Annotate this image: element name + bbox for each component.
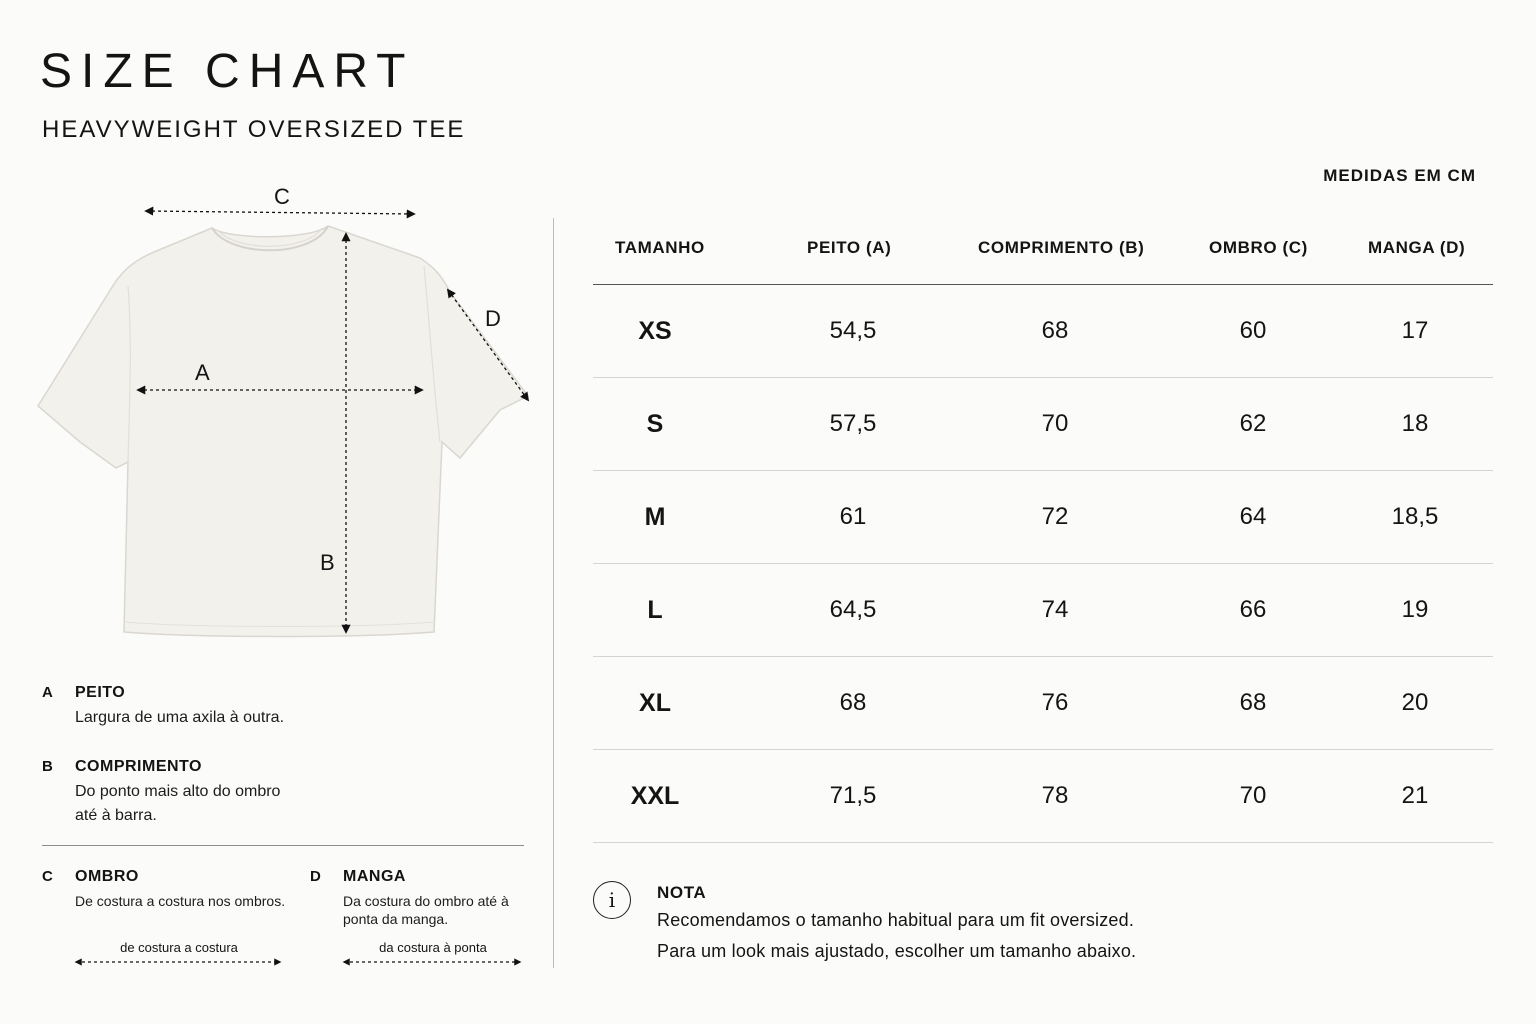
measure-c-label: C — [274, 184, 290, 209]
measure-d-label: D — [485, 306, 501, 331]
mini-measure-caption: de costura a costura — [120, 940, 238, 955]
measure-b-label: B — [320, 550, 335, 575]
info-icon: i — [593, 881, 631, 919]
legend-letter: A — [42, 684, 53, 701]
legend-item-b — [42, 758, 522, 838]
cell-chest: 64,5 — [829, 596, 877, 623]
cell-length: 76 — [1041, 689, 1069, 716]
cell-shoulder: 62 — [1239, 410, 1267, 437]
col-header-size: TAMANHO — [615, 238, 705, 257]
col-header-length: COMPRIMENTO (B) — [978, 238, 1145, 257]
legend-desc-line1: Da costura do ombro até à — [343, 893, 509, 909]
cell-sleeve: 19 — [1401, 596, 1429, 623]
cell-chest: 61 — [839, 503, 867, 530]
legend-letter: D — [310, 868, 321, 885]
cell-size: M — [644, 503, 666, 531]
tee-shape — [38, 226, 528, 637]
legend-item-a — [42, 684, 522, 754]
legend-letter: C — [42, 868, 53, 885]
cell-size: XL — [639, 689, 671, 717]
vertical-divider — [553, 218, 554, 968]
legend-desc: De costura a costura nos ombros. — [75, 893, 286, 909]
cell-sleeve: 20 — [1401, 689, 1429, 716]
table-row — [593, 564, 1493, 657]
table-row — [593, 657, 1493, 750]
table-header — [593, 220, 1493, 285]
legend-name: MANGA — [343, 868, 406, 885]
units-label: MEDIDAS EM CM — [1323, 166, 1476, 185]
measure-a-label: A — [195, 360, 210, 385]
cell-shoulder: 60 — [1239, 317, 1267, 344]
table-body — [593, 285, 1493, 843]
legend-desc-line2: até à barra. — [75, 807, 157, 824]
mini-measure-c — [74, 940, 284, 968]
note-line-1: Recomendamos o tamanho habitual para um fit oversized. — [657, 910, 1135, 930]
cell-shoulder: 68 — [1239, 689, 1267, 716]
table-row — [593, 378, 1493, 471]
legend-name: COMPRIMENTO — [75, 758, 202, 775]
cell-length: 68 — [1041, 317, 1069, 344]
note-title: NOTA — [657, 883, 707, 902]
cell-chest: 71,5 — [829, 782, 877, 809]
note-line-2: Para um look mais ajustado, escolher um tamanho abaixo. — [657, 941, 1137, 961]
legend-divider — [42, 845, 524, 846]
legend-name: PEITO — [75, 684, 126, 701]
cell-sleeve: 18 — [1401, 410, 1429, 437]
legend-item-d — [310, 868, 530, 968]
cell-length: 78 — [1041, 782, 1069, 809]
cell-sleeve: 21 — [1401, 782, 1429, 809]
page-subtitle: HEAVYWEIGHT OVERSIZED TEE — [42, 116, 466, 143]
mini-measure-arrow — [342, 940, 524, 968]
col-header-shoulder: OMBRO (C) — [1209, 238, 1308, 257]
legend-name: OMBRO — [75, 868, 139, 885]
cell-chest: 54,5 — [829, 317, 877, 344]
cell-shoulder: 70 — [1239, 782, 1267, 809]
legend-letter: B — [42, 758, 53, 775]
legend-item-c — [42, 868, 292, 968]
table-row — [593, 750, 1493, 843]
mini-measure-d — [342, 940, 524, 968]
cell-chest: 57,5 — [829, 410, 877, 437]
cell-length: 70 — [1041, 410, 1069, 437]
mini-measure-caption: da costura à ponta — [379, 940, 487, 955]
legend-desc: Largura de uma axila à outra. — [75, 709, 285, 726]
cell-size: S — [646, 410, 664, 438]
cell-length: 72 — [1041, 503, 1069, 530]
cell-shoulder: 66 — [1239, 596, 1267, 623]
legend-desc-line1: Do ponto mais alto do ombro — [75, 783, 281, 800]
table-row — [593, 471, 1493, 564]
cell-chest: 68 — [839, 689, 867, 716]
cell-size: L — [647, 596, 663, 624]
table-row — [593, 285, 1493, 378]
col-header-chest: PEITO (A) — [807, 238, 892, 257]
cell-size: XXL — [630, 782, 680, 810]
cell-sleeve: 17 — [1401, 317, 1429, 344]
tee-illustration — [30, 180, 540, 650]
cell-size: XS — [638, 317, 672, 345]
measure-c-line — [146, 211, 414, 214]
cell-sleeve: 18,5 — [1391, 503, 1439, 530]
cell-length: 74 — [1041, 596, 1069, 623]
cell-shoulder: 64 — [1239, 503, 1267, 530]
legend-desc-line2: ponta da manga. — [343, 911, 449, 927]
col-header-sleeve: MANGA (D) — [1368, 238, 1466, 257]
page-title: SIZE CHART — [40, 45, 415, 98]
size-table — [593, 220, 1493, 843]
tee-diagram — [30, 180, 540, 650]
mini-measure-arrow — [74, 940, 284, 968]
